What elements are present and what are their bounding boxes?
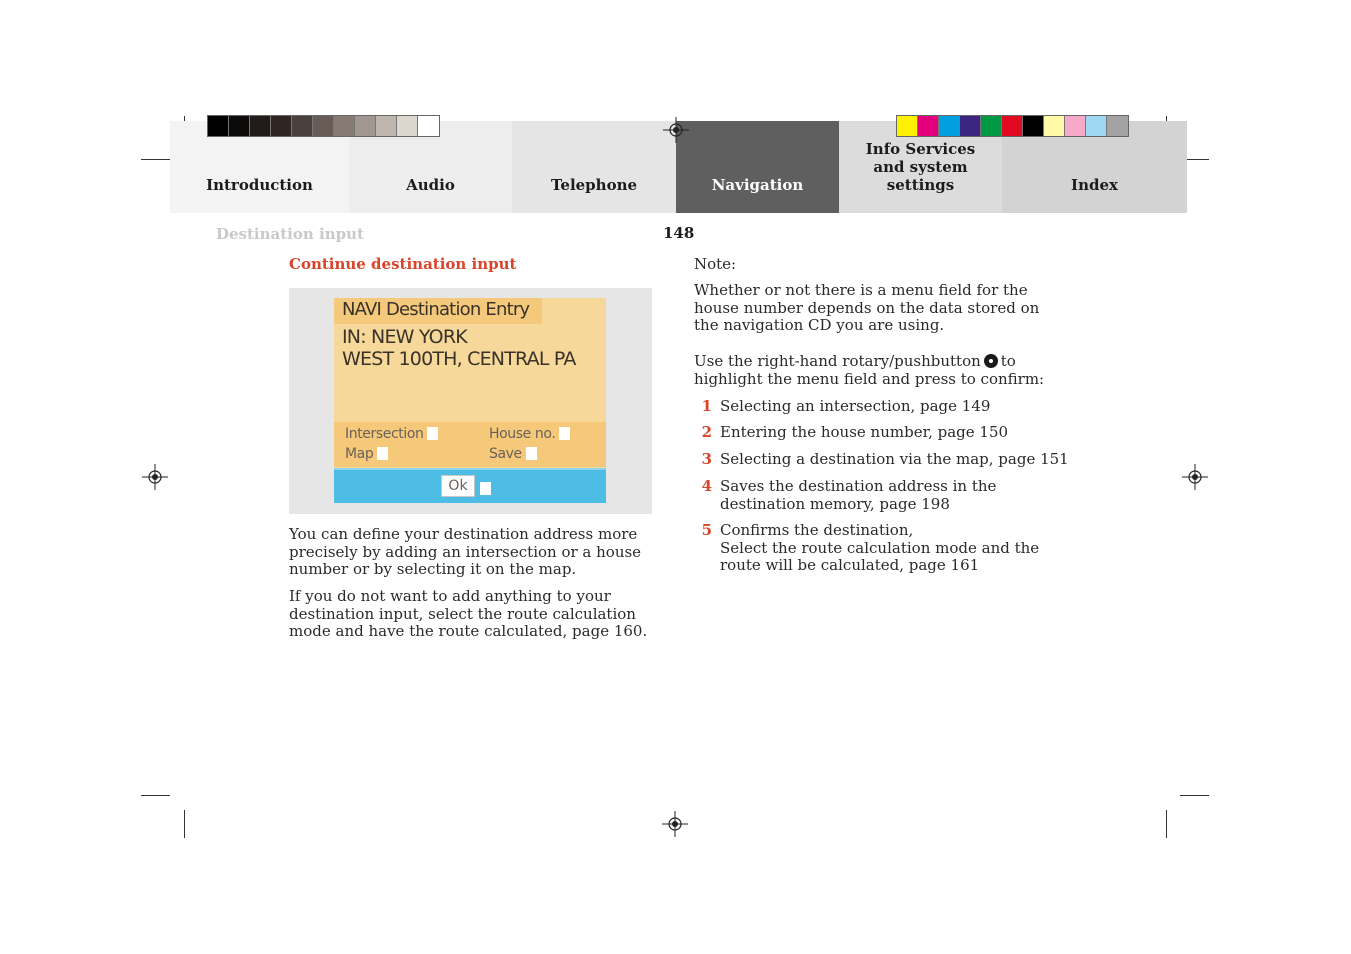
tab-label: Introduction [206, 176, 313, 194]
navi-screen [334, 298, 606, 503]
registration-mark-icon [663, 117, 689, 143]
registration-mark-icon [662, 811, 688, 837]
screen-ok-band [334, 468, 606, 503]
item-number: 1 [701, 397, 712, 415]
color-swatch [1107, 116, 1128, 136]
tab-telephone[interactable] [512, 121, 676, 213]
color-swatch [918, 116, 939, 136]
ok-button[interactable]: Ok [441, 475, 475, 497]
section-title: Destination input [216, 225, 364, 243]
color-swatch [313, 116, 334, 136]
option-map[interactable] [345, 446, 388, 462]
tab-label: Info Services and system settings [865, 140, 976, 194]
item-number: 4 [701, 477, 712, 495]
tab-label: Audio [406, 176, 455, 194]
color-swatch [1086, 116, 1107, 136]
tab-navigation[interactable] [676, 121, 839, 213]
item-text: Entering the house number, page 150 [720, 423, 1009, 441]
option-marker [377, 447, 388, 460]
registration-mark-icon [1182, 464, 1208, 490]
rotary-pushbutton-icon [984, 354, 998, 368]
screen-title: NAVI Destination Entry [342, 299, 530, 320]
item-text: Selecting an intersection, page 149 [720, 397, 991, 415]
color-swatch [939, 116, 960, 136]
color-swatch [334, 116, 355, 136]
section-heading: Continue destination input [289, 255, 517, 273]
crop-mark [184, 810, 185, 838]
instruction-part: to highlight the menu field and press to confirm: [694, 352, 1045, 388]
grayscale-color-bar [207, 115, 440, 137]
color-swatch [897, 116, 918, 136]
crop-mark [1166, 810, 1167, 838]
option-intersection[interactable] [345, 426, 438, 442]
ok-marker [480, 482, 491, 495]
screen-city-line: IN: NEW YORK [342, 326, 467, 348]
option-label: Map [345, 446, 374, 462]
tab-label: Navigation [711, 176, 804, 194]
color-swatch [250, 116, 271, 136]
page-number: 148 [663, 224, 695, 242]
note-text: Whether or not there is a menu field for the house number depends on the data stored on the navigation CD you are using. [694, 281, 1040, 334]
item-number: 5 [701, 521, 712, 539]
item-text: Selecting a destination via the map, page 151 [720, 450, 1069, 468]
instruction-part: Use the right-hand rotary/pushbutton [694, 352, 981, 370]
tab-label: Telephone [550, 176, 638, 194]
option-house-no[interactable] [489, 426, 570, 442]
option-label: Intersection [345, 426, 424, 442]
body-paragraph: If you do not want to add anything to your destination input, select the route calculation mode and have the route calculated, page 160. [289, 587, 648, 640]
color-swatch [1044, 116, 1065, 136]
tab-label: Index [1071, 176, 1118, 194]
option-marker [526, 447, 537, 460]
item-number: 3 [701, 450, 712, 468]
color-swatch [292, 116, 313, 136]
color-swatch [960, 116, 981, 136]
color-swatch [376, 116, 397, 136]
color-swatch [355, 116, 376, 136]
color-swatch [418, 116, 439, 136]
color-swatch [229, 116, 250, 136]
process-color-bar [896, 115, 1129, 137]
body-paragraph: You can define your destination address more precisely by adding an intersection or a house number or by selecting it on the map. [289, 525, 642, 578]
option-marker [559, 427, 570, 440]
option-marker [427, 427, 438, 440]
item-text: Saves the destination address in the destination memory, page 198 [720, 477, 997, 513]
registration-mark-icon [142, 464, 168, 490]
color-swatch [1023, 116, 1044, 136]
item-number: 2 [701, 423, 712, 441]
option-label: House no. [489, 426, 556, 442]
note-label: Note: [694, 255, 737, 273]
crop-mark [141, 795, 170, 796]
color-swatch [981, 116, 1002, 136]
option-save[interactable] [489, 446, 537, 462]
instruction-text [694, 353, 1054, 388]
color-swatch [271, 116, 292, 136]
crop-mark [141, 159, 170, 160]
item-text: Confirms the destination, Select the route calculation mode and the route will be calculated, page 161 [720, 521, 1040, 574]
crop-mark [1180, 795, 1209, 796]
screen-street-line: WEST 100TH, CENTRAL PA [342, 348, 576, 370]
option-label: Save [489, 446, 522, 462]
color-swatch [1002, 116, 1023, 136]
color-swatch [397, 116, 418, 136]
color-swatch [1065, 116, 1086, 136]
color-swatch [208, 116, 229, 136]
